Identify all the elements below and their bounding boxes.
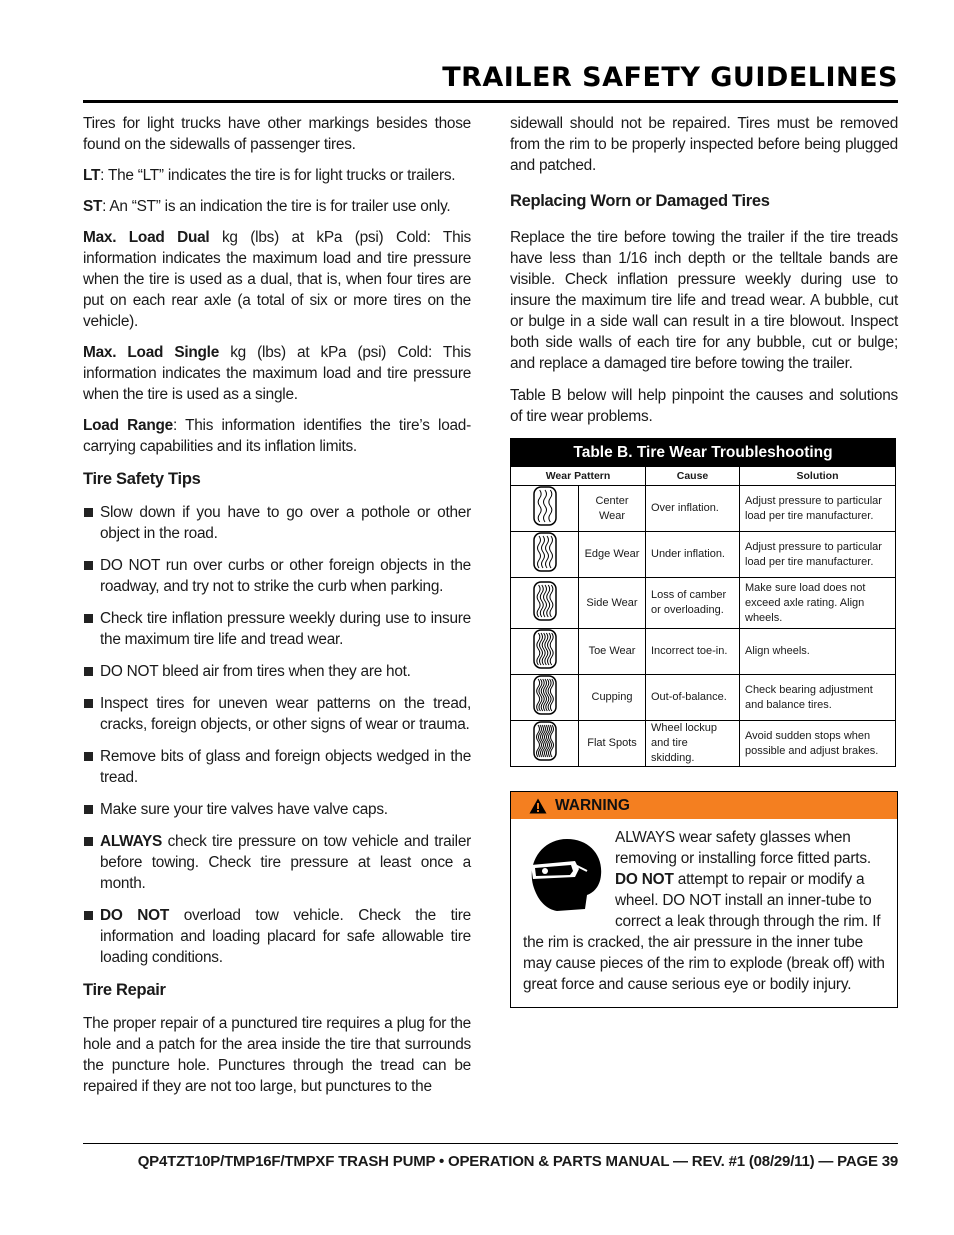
tip-item bbox=[83, 661, 471, 682]
right-column bbox=[510, 113, 898, 1008]
bullet-square-icon bbox=[84, 508, 93, 517]
tire-wear-icon bbox=[511, 532, 579, 578]
st-term: ST bbox=[83, 198, 103, 215]
tip-text: DO NOT run over curbs or other foreign objects in the roadway, and try not to strike the curb when parking. bbox=[100, 557, 471, 595]
max-load-single-text: kg (lbs) at kPa (psi) Cold: This information indicates the maximum load and tire pressure when the tire is used as a single. bbox=[83, 344, 471, 403]
tip-item bbox=[83, 799, 471, 820]
bullet-square-icon bbox=[84, 561, 93, 570]
warning-triangle-icon bbox=[529, 798, 547, 814]
tip-item bbox=[83, 905, 471, 968]
table-intro-paragraph: Table B below will help pinpoint the causes and solutions of tire wear problems. bbox=[510, 387, 898, 425]
warning-header bbox=[511, 792, 897, 819]
tire-wear-icon bbox=[511, 578, 579, 629]
tip-text: Check tire inflation pressure weekly during use to insure the maximum tire life and tread wear. bbox=[100, 610, 471, 648]
wear-pattern-cell: Side Wear bbox=[579, 578, 646, 629]
tire-wear-icon bbox=[511, 675, 579, 721]
tip-item bbox=[83, 746, 471, 788]
tire-cupping-icon bbox=[531, 675, 559, 715]
bullet-square-icon bbox=[84, 667, 93, 676]
header-wear-pattern: Wear Pattern bbox=[511, 467, 646, 486]
solution-cell: Avoid sudden stops when possible and adjust brakes. bbox=[740, 721, 896, 767]
tip-item bbox=[83, 502, 471, 544]
tip-text: check tire pressure on tow vehicle and trailer before towing. Check tire pressure at least once a month. bbox=[100, 833, 471, 892]
cause-cell: Wheel lockup and tire skidding. bbox=[646, 721, 740, 767]
footer-rule bbox=[83, 1143, 898, 1144]
solution-cell: Check bearing adjustment and balance tires. bbox=[740, 675, 896, 721]
tire-wear-table bbox=[510, 438, 896, 767]
solution-cell: Adjust pressure to particular load per tire manufacturer. bbox=[740, 486, 896, 532]
bullet-square-icon bbox=[84, 614, 93, 623]
warning-body bbox=[511, 819, 897, 1007]
table-row bbox=[511, 532, 896, 578]
replacing-tires-heading: Replacing Worn or Damaged Tires bbox=[510, 192, 770, 210]
table-row bbox=[511, 675, 896, 721]
tip-item bbox=[83, 831, 471, 894]
table-row bbox=[511, 629, 896, 675]
lt-term: LT bbox=[83, 167, 101, 184]
warning-text-1: ALWAYS wear safety glasses when removing or installing force fitted parts. bbox=[615, 829, 871, 867]
tip-item bbox=[83, 693, 471, 735]
wear-pattern-cell: Center Wear bbox=[579, 486, 646, 532]
st-paragraph bbox=[83, 196, 471, 217]
st-text: : An “ST” is an indication the tire is for trailer use only. bbox=[102, 198, 451, 215]
load-range-paragraph bbox=[83, 415, 471, 457]
lt-paragraph bbox=[83, 165, 471, 186]
bullet-square-icon bbox=[84, 752, 93, 761]
cause-cell: Loss of camber or overloading. bbox=[646, 578, 740, 629]
header-cause: Cause bbox=[646, 467, 740, 486]
page-footer: QP4TZT10P/TMP16F/TMPXF TRASH PUMP • OPERATION & PARTS MANUAL — REV. #1 (08/29/11) — PAGE 39 bbox=[137, 1153, 898, 1170]
tip-item bbox=[83, 555, 471, 597]
max-load-dual-text: kg (lbs) at kPa (psi) Cold: This information indicates the maximum load and tire pressure when the tire is used as a dual, that is, when four tires are put on each rear axle (a total of six or more tires on the vehicle). bbox=[83, 229, 471, 330]
tip-item bbox=[83, 608, 471, 650]
cause-cell: Out-of-balance. bbox=[646, 675, 740, 721]
title-rule bbox=[83, 100, 898, 103]
cause-cell: Incorrect toe-in. bbox=[646, 629, 740, 675]
max-load-dual-paragraph bbox=[83, 227, 471, 332]
warning-emphasis: DO NOT bbox=[615, 871, 674, 888]
tire-wear-icon bbox=[511, 486, 579, 532]
intro-paragraph: Tires for light trucks have other markings besides those found on the sidewalls of passenger tires. bbox=[83, 115, 471, 153]
left-column bbox=[83, 113, 471, 1107]
load-range-term: Load Range bbox=[83, 417, 173, 434]
cause-cell: Over inflation. bbox=[646, 486, 740, 532]
warning-box bbox=[510, 791, 898, 1008]
table-row bbox=[511, 578, 896, 629]
tire-repair-continued: sidewall should not be repaired. Tires must be removed from the rim to be properly inspected before being plugged and patched. bbox=[510, 115, 898, 174]
load-range-text: : This information identifies the tire’s load-carrying capabilities and its inflation limits. bbox=[83, 417, 471, 455]
tip-text: Inspect tires for uneven wear patterns on the tread, cracks, foreign objects, or other signs of wear or trauma. bbox=[100, 695, 471, 733]
tire-edge-wear-icon bbox=[531, 532, 559, 572]
max-load-single-paragraph bbox=[83, 342, 471, 405]
header-solution: Solution bbox=[740, 467, 896, 486]
warning-text-2: attempt to repair or modify a wheel. DO NOT install an inner-tube to correct a leak through through the rim. If the rim is cracked, the air pressure in the inner tube may cause pieces of the rim to explode (break off) with great force and cause serious eye or bodily injury. bbox=[523, 871, 885, 993]
tip-text: Remove bits of glass and foreign objects wedged in the tread. bbox=[100, 748, 471, 786]
tire-safety-tips-list bbox=[83, 502, 471, 968]
bullet-square-icon bbox=[84, 699, 93, 708]
tip-emphasis: ALWAYS bbox=[100, 833, 163, 850]
tip-emphasis: DO NOT bbox=[100, 907, 170, 924]
table-header-row bbox=[511, 467, 896, 486]
wear-pattern-cell: Cupping bbox=[579, 675, 646, 721]
tip-text: overload tow vehicle. Check the tire information and loading placard for safe allowable tire loading conditions. bbox=[100, 907, 471, 966]
replacing-tires-paragraph: Replace the tire before towing the trailer if the tire treads have less than 1/16 inch depth or the telltale bands are visible. Check inflation pressure weekly during use to insure the maximum tire life and tread wear. A bubble, cut or bulge in a side wall can result in a tire blowout. Inspect both side walls of each tire for any bubble, cut or bulge; and replace a damaged tire before towing the trailer. bbox=[510, 229, 898, 372]
tire-toe-wear-icon bbox=[531, 629, 559, 669]
solution-cell: Adjust pressure to particular load per tire manufacturer. bbox=[740, 532, 896, 578]
solution-cell: Make sure load does not exceed axle rating. Align wheels. bbox=[740, 578, 896, 629]
table-row bbox=[511, 486, 896, 532]
lt-text: : The “LT” indicates the tire is for light trucks or trailers. bbox=[100, 167, 456, 184]
tire-wear-icon bbox=[511, 721, 579, 767]
tip-text: Make sure your tire valves have valve caps. bbox=[100, 801, 388, 818]
wear-pattern-cell: Flat Spots bbox=[579, 721, 646, 767]
table-caption: Table B. Tire Wear Troubleshooting bbox=[511, 439, 896, 467]
tire-center-wear-icon bbox=[531, 486, 559, 526]
max-load-single-term: Max. Load Single bbox=[83, 344, 220, 361]
wear-pattern-cell: Edge Wear bbox=[579, 532, 646, 578]
table-row bbox=[511, 721, 896, 767]
tip-text: DO NOT bleed air from tires when they are hot. bbox=[100, 663, 411, 680]
tire-repair-heading: Tire Repair bbox=[83, 981, 166, 999]
tire-side-wear-icon bbox=[531, 581, 559, 621]
solution-cell: Align wheels. bbox=[740, 629, 896, 675]
wear-pattern-cell: Toe Wear bbox=[579, 629, 646, 675]
bullet-square-icon bbox=[84, 837, 93, 846]
tire-safety-tips-heading: Tire Safety Tips bbox=[83, 470, 201, 488]
tip-text: Slow down if you have to go over a pothole or other object in the road. bbox=[100, 504, 471, 542]
warning-label: WARNING bbox=[555, 796, 630, 814]
bullet-square-icon bbox=[84, 911, 93, 920]
max-load-dual-term: Max. Load Dual bbox=[83, 229, 210, 246]
tire-wear-icon bbox=[511, 629, 579, 675]
cause-cell: Under inflation. bbox=[646, 532, 740, 578]
page-title: TRAILER SAFETY GUIDELINES bbox=[442, 62, 898, 93]
tire-repair-paragraph: The proper repair of a punctured tire requires a plug for the hole and a patch for the area inside the tire that surrounds the puncture hole. Punctures through the tread can be repaired if they are not too large, but punctures to the bbox=[83, 1015, 471, 1095]
bullet-square-icon bbox=[84, 805, 93, 814]
tire-flat-spots-icon bbox=[531, 721, 559, 761]
safety-glasses-icon bbox=[523, 835, 607, 915]
